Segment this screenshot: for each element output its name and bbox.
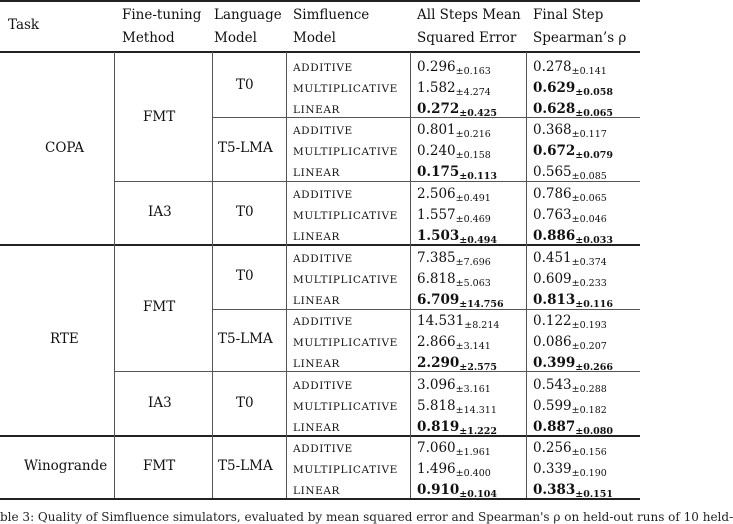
mse-cell-stddev: ±14.756 — [459, 299, 504, 310]
simfluence-model-cell: MULTIPLICATIVE — [293, 210, 398, 222]
spearman-cell-value: 0.763 — [533, 207, 572, 223]
header-mse-line2: Squared Error — [417, 30, 517, 46]
mse-cell-stddev: ±3.161 — [455, 384, 491, 395]
mse-cell-stddev: ±0.469 — [455, 214, 491, 225]
spearman-cell-value: 0.629 — [533, 80, 576, 96]
spearman-cell-value: 0.278 — [533, 59, 572, 75]
lm-label: T0 — [236, 77, 254, 93]
mse-cell-stddev: ±0.425 — [459, 108, 497, 119]
task-label: COPA — [45, 140, 84, 156]
simfluence-model-cell: LINEAR — [293, 104, 341, 116]
mse-cell — [417, 398, 497, 416]
spearman-cell-stddev: ±0.266 — [575, 362, 613, 373]
spearman-cell — [533, 398, 607, 416]
simfluence-model-cell: LINEAR — [293, 231, 341, 243]
mse-cell — [417, 355, 497, 373]
simfluence-model-cell: ADDITIVE — [293, 62, 353, 74]
spearman-cell — [533, 461, 607, 479]
lm-label: T5-LMA — [218, 458, 273, 474]
header-method-line2: Method — [122, 30, 175, 46]
simfluence-model-cell: MULTIPLICATIVE — [293, 146, 398, 158]
mse-cell-value: 1.503 — [417, 228, 460, 244]
column-divider — [410, 52, 411, 498]
header-mse-line1: All Steps Mean — [417, 7, 521, 23]
spearman-cell — [533, 143, 613, 161]
mse-cell-stddev: ±7.696 — [455, 257, 491, 268]
simfluence-model-cell: LINEAR — [293, 422, 341, 434]
task-label: RTE — [50, 331, 79, 347]
spearman-cell-stddev: ±0.141 — [571, 66, 607, 77]
header-rule — [0, 51, 640, 53]
mse-cell — [417, 440, 491, 458]
mse-cell-stddev: ±0.491 — [455, 193, 491, 204]
method-label: IA3 — [148, 395, 172, 411]
spearman-cell-value: 0.543 — [533, 377, 572, 393]
header-sim-line2: Model — [293, 30, 336, 46]
mse-cell-stddev: ±1.961 — [455, 447, 491, 458]
method-label: FMT — [143, 458, 176, 474]
spearman-cell-value: 0.256 — [533, 440, 572, 456]
spearman-cell-stddev: ±0.207 — [571, 341, 607, 352]
column-divider — [526, 52, 527, 498]
simfluence-model-cell: LINEAR — [293, 358, 341, 370]
spearman-cell — [533, 355, 613, 373]
simfluence-model-cell: ADDITIVE — [293, 316, 353, 328]
mse-cell — [417, 313, 499, 331]
mse-cell-value: 3.096 — [417, 377, 456, 393]
mse-cell-stddev: ±2.575 — [459, 362, 497, 373]
spearman-cell-value: 0.813 — [533, 292, 576, 308]
spearman-cell-value: 0.086 — [533, 334, 572, 350]
spearman-cell-stddev: ±0.033 — [575, 235, 613, 246]
spearman-cell — [533, 292, 613, 310]
spearman-cell-value: 0.451 — [533, 250, 572, 266]
spearman-cell — [533, 101, 613, 119]
mse-cell-value: 0.240 — [417, 143, 456, 159]
spearman-cell-stddev: ±0.065 — [571, 193, 607, 204]
spearman-cell-value: 0.609 — [533, 271, 572, 287]
simfluence-model-cell: MULTIPLICATIVE — [293, 337, 398, 349]
spearman-cell — [533, 271, 607, 289]
spearman-cell-value: 0.383 — [533, 482, 576, 498]
spearman-cell-stddev: ±0.079 — [575, 150, 613, 161]
mse-cell-value: 5.818 — [417, 398, 456, 414]
table-caption: ble 3: Quality of Simfluence simulators, evaluated by mean squared error and Spearman's ρ on held-out runs of 10 held- — [0, 510, 733, 524]
mse-cell-stddev: ±1.222 — [459, 426, 497, 437]
spearman-cell-value: 0.368 — [533, 122, 572, 138]
spearman-cell-value: 0.565 — [533, 164, 572, 180]
simfluence-model-cell: MULTIPLICATIVE — [293, 401, 398, 413]
column-divider — [114, 52, 115, 498]
mse-cell-value: 2.290 — [417, 355, 460, 371]
mse-cell — [417, 80, 491, 98]
spearman-cell — [533, 482, 613, 500]
simfluence-model-cell: ADDITIVE — [293, 443, 353, 455]
spearman-cell-stddev: ±0.233 — [571, 278, 607, 289]
spearman-cell — [533, 334, 607, 352]
method-label: FMT — [143, 109, 176, 125]
spearman-cell-stddev: ±0.156 — [571, 447, 607, 458]
spearman-cell — [533, 250, 607, 268]
mse-cell-value: 0.801 — [417, 122, 456, 138]
mse-cell-value: 0.910 — [417, 482, 460, 498]
mse-cell — [417, 186, 491, 204]
spearman-cell-stddev: ±0.151 — [575, 489, 613, 500]
spearman-cell — [533, 313, 607, 331]
header-spearman-line2: Spearman’s ρ — [533, 30, 627, 46]
mse-cell-value: 6.709 — [417, 292, 460, 308]
mse-cell — [417, 419, 497, 437]
mse-cell-value: 2.506 — [417, 186, 456, 202]
task-label: Winogrande — [24, 458, 108, 474]
mse-cell-stddev: ±0.400 — [455, 468, 491, 479]
mse-cell-stddev: ±0.104 — [459, 489, 497, 500]
mse-cell-stddev: ±8.214 — [464, 320, 500, 331]
simfluence-model-cell: MULTIPLICATIVE — [293, 464, 398, 476]
column-divider — [286, 52, 287, 498]
method-label: IA3 — [148, 204, 172, 220]
header-sim-line1: Simfluence — [293, 7, 370, 23]
simfluence-model-cell: ADDITIVE — [293, 253, 353, 265]
spearman-cell — [533, 59, 607, 77]
mse-cell — [417, 164, 497, 182]
mse-cell-value: 0.175 — [417, 164, 460, 180]
spearman-cell — [533, 377, 607, 395]
mse-cell-stddev: ±0.163 — [455, 66, 491, 77]
spearman-cell-value: 0.672 — [533, 143, 576, 159]
simfluence-model-cell: ADDITIVE — [293, 189, 353, 201]
mse-cell — [417, 271, 491, 289]
mse-cell-stddev: ±0.494 — [459, 235, 497, 246]
spearman-cell-stddev: ±0.065 — [575, 108, 613, 119]
mse-cell-value: 14.531 — [417, 313, 465, 329]
lm-label: T5-LMA — [218, 331, 273, 347]
mse-cell — [417, 292, 504, 310]
simfluence-model-cell: LINEAR — [293, 485, 341, 497]
spearman-cell-value: 0.887 — [533, 419, 576, 435]
lm-label: T5-LMA — [218, 140, 273, 156]
spearman-cell-stddev: ±0.117 — [571, 129, 607, 140]
spearman-cell-stddev: ±0.190 — [571, 468, 607, 479]
simfluence-model-cell: MULTIPLICATIVE — [293, 83, 398, 95]
spearman-cell-stddev: ±0.080 — [575, 426, 613, 437]
spearman-cell-stddev: ±0.058 — [575, 87, 613, 98]
spearman-cell — [533, 228, 613, 246]
header-method-line1: Fine-tuning — [122, 7, 202, 23]
mse-cell — [417, 461, 491, 479]
spearman-cell — [533, 440, 607, 458]
lm-label: T0 — [236, 268, 254, 284]
mse-cell — [417, 122, 491, 140]
simfluence-model-cell: LINEAR — [293, 167, 341, 179]
simfluence-model-cell: ADDITIVE — [293, 380, 353, 392]
mse-cell-value: 2.866 — [417, 334, 456, 350]
mse-cell-value: 7.385 — [417, 250, 456, 266]
mse-cell-value: 0.272 — [417, 101, 460, 117]
mse-cell — [417, 207, 491, 225]
mse-cell — [417, 228, 497, 246]
mse-cell-value: 0.819 — [417, 419, 460, 435]
mse-cell-stddev: ±0.158 — [455, 150, 491, 161]
column-divider — [212, 52, 213, 498]
spearman-cell-value: 0.122 — [533, 313, 572, 329]
mse-cell — [417, 377, 491, 395]
simfluence-model-cell: MULTIPLICATIVE — [293, 274, 398, 286]
mse-cell — [417, 250, 491, 268]
spearman-cell — [533, 122, 607, 140]
spearman-cell-value: 0.599 — [533, 398, 572, 414]
mse-cell-value: 1.496 — [417, 461, 456, 477]
spearman-cell-value: 0.886 — [533, 228, 576, 244]
spearman-cell — [533, 207, 607, 225]
spearman-cell — [533, 186, 607, 204]
top-rule — [0, 0, 640, 2]
lm-label: T0 — [236, 395, 254, 411]
header-task: Task — [8, 17, 40, 33]
mse-cell-value: 6.818 — [417, 271, 456, 287]
spearman-cell-stddev: ±0.116 — [575, 299, 613, 310]
mse-cell-stddev: ±3.141 — [455, 341, 491, 352]
mse-cell-value: 1.557 — [417, 207, 456, 223]
spearman-cell-value: 0.628 — [533, 101, 576, 117]
spearman-cell — [533, 164, 607, 182]
mse-cell — [417, 482, 497, 500]
simfluence-model-cell: LINEAR — [293, 295, 341, 307]
mse-cell-value: 7.060 — [417, 440, 456, 456]
spearman-cell-stddev: ±0.193 — [571, 320, 607, 331]
mse-cell — [417, 334, 491, 352]
mse-cell-stddev: ±14.311 — [455, 405, 497, 416]
spearman-cell-stddev: ±0.085 — [571, 171, 607, 182]
mse-cell — [417, 101, 497, 119]
mse-cell-stddev: ±0.113 — [459, 171, 497, 182]
method-label: FMT — [143, 299, 176, 315]
mse-cell-stddev: ±0.216 — [455, 129, 491, 140]
spearman-cell — [533, 419, 613, 437]
spearman-cell-stddev: ±0.182 — [571, 405, 607, 416]
header-model-line2: Model — [214, 30, 257, 46]
lm-label: T0 — [236, 204, 254, 220]
mse-cell — [417, 59, 491, 77]
mse-cell-stddev: ±5.063 — [455, 278, 491, 289]
spearman-cell-stddev: ±0.046 — [571, 214, 607, 225]
spearman-cell-value: 0.339 — [533, 461, 572, 477]
mse-cell-value: 0.296 — [417, 59, 456, 75]
mse-cell-stddev: ±4.274 — [455, 87, 491, 98]
spearman-cell-value: 0.399 — [533, 355, 576, 371]
mse-cell — [417, 143, 491, 161]
header-spearman-line1: Final Step — [533, 7, 604, 23]
mse-cell-value: 1.582 — [417, 80, 456, 96]
spearman-cell-value: 0.786 — [533, 186, 572, 202]
spearman-cell-stddev: ±0.288 — [571, 384, 607, 395]
spearman-cell-stddev: ±0.374 — [571, 257, 607, 268]
spearman-cell — [533, 80, 613, 98]
simfluence-model-cell: ADDITIVE — [293, 125, 353, 137]
header-model-line1: Language — [214, 7, 282, 23]
